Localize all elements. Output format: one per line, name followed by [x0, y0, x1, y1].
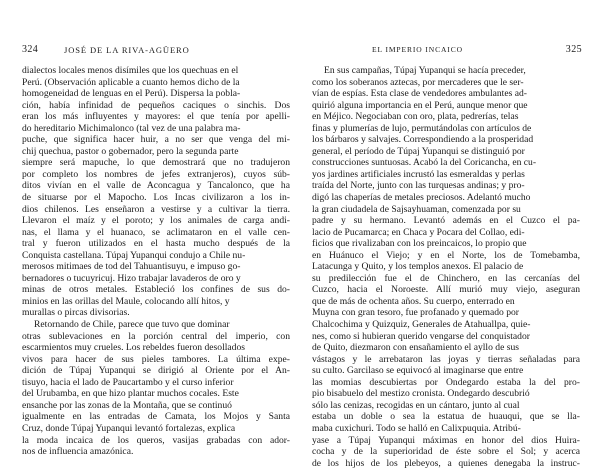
text-line: que de más de ochenta años. Su cuerpo, enterrado en: [312, 295, 515, 307]
text-line: dios chilenos. Les enseñaron a vestirse y a cultivar la tierra.: [22, 203, 290, 215]
text-line: cocha y de la superioridad de éste sobre el Sol; y acerca: [312, 446, 580, 458]
text-line: minas de otros metales. Estableció los confines de sus do-: [22, 284, 290, 296]
text-line: minios en las orillas del Maule, colocando allí hitos, y: [22, 295, 230, 307]
text-line: Conquista castellana. Túpaj Yupanqui condujo a Chile nu-: [22, 249, 246, 261]
text-line: general, el período de Túpaj Yupanqui se distinguió por: [312, 145, 525, 157]
text-line: homogeneidad de lenguas en el Perú). Dispersa la pobla-: [22, 88, 241, 100]
text-line: Llevaron el maíz y el poroto; y los animales de carga andi-: [22, 215, 290, 227]
text-line: murallas o pircas divisorias.: [22, 307, 130, 319]
right-page-text: [312, 65, 582, 469]
text-line: Cuzco, hacia el Noroeste. Allí murió muy viejo, aseguran: [312, 284, 580, 296]
text-line: construcciones suntuosas. Acabó la del Coricancha, en cu-: [312, 157, 537, 169]
text-line: vivos para hacer de sus pieles tambores. La última expe-: [22, 353, 290, 365]
text-line: las momias descubiertas por Ondegardo estaba la del pro-: [312, 376, 580, 388]
right-running-head: EL IMPERIO INCAICO: [372, 45, 463, 54]
text-line: finas y plumerías de lujo, permutándolas con artículos de: [312, 122, 532, 134]
text-line: escarmientos muy crueles. Los rebeldes fueron desollados: [22, 342, 245, 354]
text-line: yase a Túpaj Yupanqui máximas en honor del dios Huira-: [312, 434, 580, 446]
left-page-text: [22, 65, 290, 458]
text-line: maba cuxichuri. Todo se halló en Calixpuquia. Atribú-: [312, 422, 521, 434]
text-line: estaba un doble o sea la estatua de huauqui, que se lla-: [312, 411, 580, 423]
text-line: Perú. (Observación aplicable a cuanto hemos dicho de la: [22, 76, 240, 88]
text-line: bernadores o tucuyricuj. Hizo trabajar lavaderos de oro y: [22, 272, 241, 284]
text-line: vían de espías. Esta clase de vendedores ambulantes ad-: [312, 88, 527, 100]
text-line: nos de influencia amazónica.: [22, 446, 134, 458]
text-line: lacio de Pucamarca; en Chaca y Pocara del Collao, edi-: [312, 226, 525, 238]
text-line: Retornando de Chile, parece que tuvo que dominar: [34, 319, 230, 331]
text-line: merosos mitimaes de tod del Tahuantisuyu, e impuso go-: [22, 261, 241, 273]
text-line: do hereditario Michimalonco (tal vez de una palabra ma-: [22, 122, 241, 134]
text-line: como los soberanos aztecas, por mercaderes que le ser-: [312, 76, 524, 88]
text-line: yos jardines artificiales incrustó las esmeraldas y perlas: [312, 168, 525, 180]
text-line: tral y fueron utilizados en el hasta mucho después de la: [22, 238, 290, 250]
text-line: Muyna con gran tesoro, fue profanado y quemado por: [312, 307, 520, 319]
text-line: dición de Túpaj Yupanqui se dirigió al Oriente por el An-: [22, 365, 290, 377]
left-running-head: JOSÉ DE LA RIVA-AGÜERO: [64, 45, 190, 55]
text-line: en Méjico. Negociaban con oro, plata, pedrerías, telas: [312, 111, 519, 123]
text-line: nas, el llama y el huanaco, se aclimataron en el valle cen-: [22, 226, 290, 238]
text-line: del Urubamba, en que hizo plantar muchos cocales. Este: [22, 388, 239, 400]
text-line: de los hijos de los plebeyos, a quienes denegaba la instruc-: [312, 457, 580, 469]
text-line: la gran ciudadela de Sajsayhuaman, comenzada por su: [312, 203, 521, 215]
text-line: chij quechua, pastor o gobernador, pero la segunda parte: [22, 145, 239, 157]
text-line: igualmente en las entradas de Camata, los Mojos y Santa: [22, 411, 290, 423]
text-line: puche, que significa hacer huir, a no ser que venga del mi-: [22, 134, 290, 146]
text-line: siempre será mapuche, lo que demostrará que no tradujeron: [22, 157, 290, 169]
left-page-number: 324: [22, 44, 39, 55]
right-page-number: 325: [565, 44, 582, 55]
text-line: eran los más influyentes y mayores: el que tenía por apelli-: [22, 111, 290, 123]
text-line: dialectos locales menos disímiles que los quechuas en el: [22, 65, 239, 76]
text-line: de Quito, diezmaron con ensañamiento el ayllo de sus: [312, 342, 520, 354]
text-line: los bárbaros y salvajes. Correspondiendo a la prosperidad: [312, 134, 534, 146]
text-line: Latacunga y Quito, y los templos anexos. El palacio de: [312, 261, 524, 273]
text-line: de situarse por el Mapocho. Los Incas civilizaron a los in-: [22, 192, 290, 204]
text-line: ción, había infinidad de pequeños caciques o sinchis. Dos: [22, 99, 290, 111]
text-line: en Huánuco el Viejo; y en el Norte, los de Tomebamba,: [312, 249, 580, 261]
right-page: [312, 44, 582, 469]
text-line: quirió alguna importancia en el Perú, aunque menor que: [312, 99, 528, 111]
text-line: padre y su hermano. Levantó además en el Cuzco el pa-: [312, 215, 580, 227]
text-line: nes, como si hubieran querido vengarse del conquistador: [312, 330, 530, 342]
text-line: Chalcochima y Quizquiz, Generales de Atahuallpa, quie-: [312, 319, 531, 331]
text-line: digó las chaperías de metales preciosos. Adelantó mucho: [312, 192, 531, 204]
text-line: otras sublevaciones en la porción central del imperio, con: [22, 330, 290, 342]
text-line: tisuyo, hacia el lado de Paucartambo y el curso inferior: [22, 376, 234, 388]
text-line: En sus campañas, Túpaj Yupanqui se hacía preceder,: [324, 65, 526, 76]
text-line: su culto. Garcilaso se equivocó al imaginarse que entre: [312, 365, 524, 377]
right-page-header: [312, 44, 582, 58]
left-page: [22, 44, 290, 458]
text-line: Cruz, donde Túpaj Yupanqui levantó fortalezas, explica: [22, 422, 236, 434]
text-line: ditos vivían en el valle de Aconcagua y Tancalonco, que ha: [22, 180, 290, 192]
text-line: la moda incaica de los queros, vasijas grabadas con ador-: [22, 434, 290, 446]
text-line: su predilección fue el de Chinchero, en las cercanías del: [312, 272, 580, 284]
text-line: sólo las cenizas, recogidas en un cántaro, junto al cual: [312, 399, 520, 411]
text-line: pio bisabuelo del mestizo cronista. Ondegardo descubrió: [312, 388, 530, 400]
text-line: vástagos y le arrebataron las joyas y tierras señaladas para: [312, 353, 580, 365]
text-line: ficios que rivalizaban con los preincaicos, lo propio que: [312, 238, 527, 250]
left-page-header: [22, 44, 290, 58]
text-line: traída del Norte, junto con las turquesas andinas; y pro-: [312, 180, 525, 192]
text-line: por completo los nombres de jefes extranjeros), cuyos súb-: [22, 168, 290, 180]
text-line: ensanche por las zonas de la Montaña, que se continuó: [22, 399, 232, 411]
